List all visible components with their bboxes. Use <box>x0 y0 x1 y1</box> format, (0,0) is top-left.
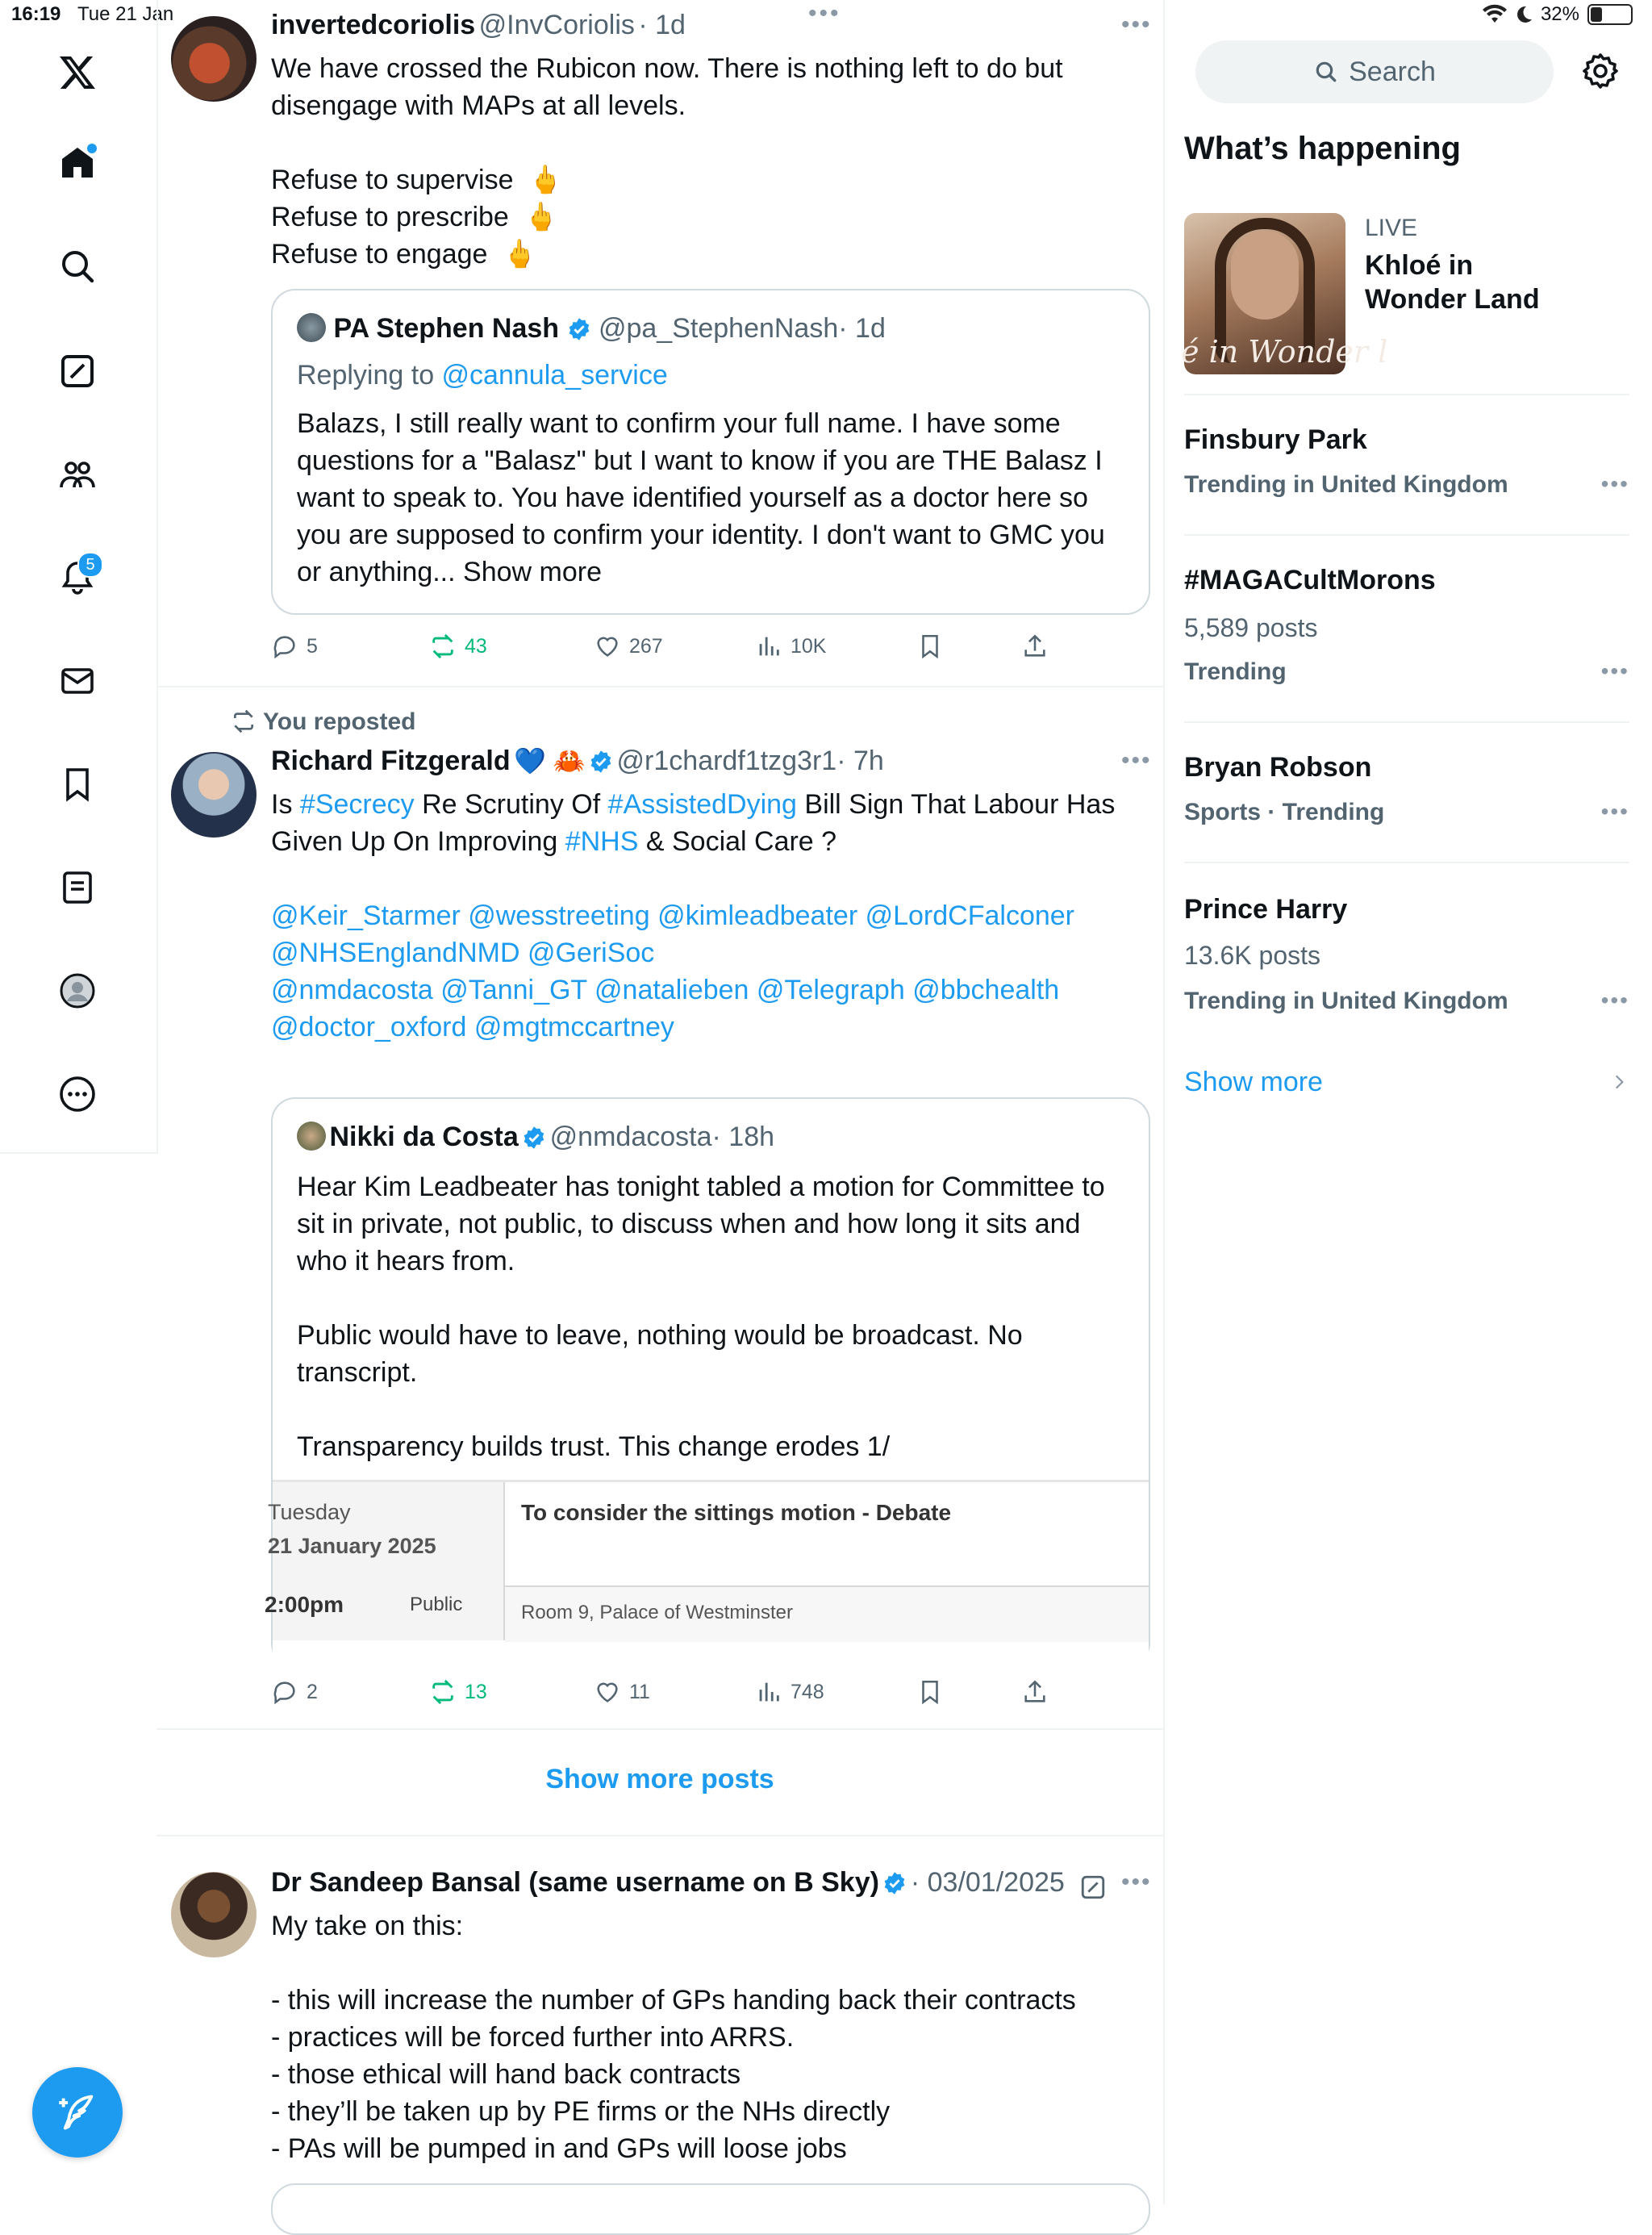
bookmark-icon <box>916 633 944 660</box>
live-event[interactable] <box>1181 211 1629 395</box>
settings-gear-icon[interactable] <box>1581 52 1620 94</box>
mentions-block[interactable]: @nmdacosta @Tanni_GT @natalieben @Telegraph @bbchealth @doctor_oxford @mgtmccartney <box>271 975 1067 1042</box>
author-name[interactable]: invertedcoriolis <box>271 10 476 40</box>
like-count: 11 <box>629 1680 650 1703</box>
repost-label: You reposted <box>263 708 416 735</box>
live-event-image <box>1181 213 1388 374</box>
post-time[interactable]: · 1d <box>638 10 686 40</box>
reply-count: 5 <box>307 634 318 658</box>
trend-meta: Sports · Trending <box>1184 799 1385 825</box>
trend-item[interactable] <box>1184 863 1629 1049</box>
trend-more-icon[interactable]: ••• <box>1600 799 1629 824</box>
views-button[interactable] <box>755 1678 824 1706</box>
grok-icon[interactable] <box>53 347 102 395</box>
chevron-right-icon <box>1608 1072 1629 1092</box>
heart-icon <box>594 1678 621 1706</box>
quote-time: · 1d <box>838 313 886 344</box>
like-button[interactable] <box>594 1678 650 1706</box>
quote-header <box>297 1122 774 1153</box>
post-text: We have crossed the Rubicon now. There is nothing left to do but disengage with MAPs at all levels. Refuse to supervise 🖕 Refuse to prescribe 🖕 Refuse to engage 🖕 <box>271 53 1063 269</box>
quote-handle: @nmdacosta <box>549 1122 712 1152</box>
grabber-dots[interactable]: ••• <box>808 0 841 27</box>
trend-title: Finsbury Park <box>1184 424 1367 455</box>
show-more-label: Show more <box>1184 1067 1323 1097</box>
table-access: Public <box>410 1594 463 1615</box>
quote-author: Nikki da Costa <box>329 1122 519 1152</box>
author-handle[interactable]: @InvCoriolis <box>478 10 635 40</box>
quote-media-table[interactable] <box>265 1480 1149 1668</box>
table-time: 2:00pm <box>265 1592 344 1617</box>
trend-more-icon[interactable]: ••• <box>1600 658 1629 683</box>
repost-indicator <box>231 708 415 736</box>
repost-button[interactable] <box>429 1678 487 1706</box>
verified-badge-icon <box>589 750 613 774</box>
notifications-bell-icon[interactable] <box>53 554 102 602</box>
repost-button[interactable] <box>429 633 487 660</box>
post-actions <box>271 633 1078 665</box>
quote-text <box>297 405 1128 591</box>
replying-to-handle[interactable]: @cannula_service <box>441 360 668 391</box>
trend-count: 13.6K posts <box>1184 941 1320 970</box>
author-handle[interactable]: @r1chardf1tzg3r1 <box>616 746 837 776</box>
verified-badge-icon <box>522 1126 546 1150</box>
post-time[interactable]: · 7h <box>836 746 884 776</box>
more-options-icon[interactable]: ••• <box>1121 747 1152 774</box>
more-circle-icon[interactable] <box>53 1070 102 1118</box>
hashtag-link[interactable]: #Secrecy <box>299 789 415 820</box>
reply-button[interactable] <box>271 633 318 660</box>
more-options-icon[interactable]: ••• <box>1121 11 1152 38</box>
trend-meta: Trending in United Kingdom <box>1184 988 1508 1014</box>
repost-icon <box>429 1678 457 1706</box>
trend-title: Bryan Robson <box>1184 752 1372 783</box>
post[interactable] <box>156 686 1163 1730</box>
repost-small-icon <box>231 708 257 734</box>
avatar[interactable] <box>171 16 257 102</box>
quoted-post[interactable] <box>271 289 1150 615</box>
search-icon <box>1313 59 1339 85</box>
notification-badge: 5 <box>77 552 103 578</box>
author-name[interactable]: Dr Sandeep Bansal (same username on B Sky) <box>271 1867 879 1898</box>
avatar[interactable] <box>171 1872 257 1957</box>
x-logo-icon[interactable] <box>53 48 102 97</box>
quoted-post[interactable] <box>265 1097 1150 1667</box>
quote-text: Hear Kim Leadbeater has tonight tabled a motion for Committee to sit in private, not public, to discuss when and how long it sits and who it hears from. Public would have to leave, nothing would be broadcast. No transcript. Transparency builds trust. This change erodes 1/ <box>297 1172 1105 1462</box>
post[interactable] <box>156 1835 1163 2204</box>
live-label: LIVE <box>1365 215 1418 241</box>
right-sidebar <box>1163 0 1652 2204</box>
reply-icon <box>271 633 298 660</box>
share-icon <box>1021 1678 1049 1706</box>
avatar[interactable] <box>171 752 257 838</box>
image-caption: é in Wonder l <box>1181 334 1388 370</box>
quote-author: PA Stephen Nash <box>333 313 560 344</box>
repost-count: 43 <box>465 634 487 658</box>
post-actions <box>271 1678 1078 1711</box>
trend-item[interactable] <box>1184 395 1629 536</box>
replying-to-line <box>297 360 668 391</box>
replying-prefix: Replying to <box>297 360 442 391</box>
post-header <box>271 10 686 41</box>
lists-icon[interactable] <box>53 863 102 912</box>
reply-icon <box>271 1678 298 1706</box>
view-count: 10K <box>791 634 827 658</box>
table-day: Tuesday <box>268 1500 351 1524</box>
share-icon <box>1021 633 1049 660</box>
share-button[interactable] <box>1021 1678 1049 1706</box>
views-button[interactable] <box>755 633 826 660</box>
repost-icon <box>429 633 457 660</box>
quote-handle: @pa_StephenNash <box>598 313 839 344</box>
show-more-link[interactable]: Show more <box>463 557 602 587</box>
compose-post-button[interactable] <box>32 2067 123 2158</box>
search-icon[interactable] <box>53 242 102 290</box>
like-count: 267 <box>629 634 663 658</box>
battery-percent: 32% <box>1540 3 1579 25</box>
whats-happening-heading: What’s happening <box>1184 131 1461 166</box>
home-unread-dot <box>87 144 97 153</box>
table-left-cell <box>265 1482 505 1640</box>
author-emojis: 💙 🦀 <box>514 746 586 775</box>
quoted-post-partial[interactable] <box>271 2183 1150 2235</box>
feather-plus-icon <box>56 2091 98 2133</box>
left-nav <box>0 0 158 1154</box>
home-icon[interactable] <box>53 139 102 187</box>
views-chart-icon <box>755 633 782 660</box>
grok-analyze-icon[interactable] <box>1079 1874 1107 1905</box>
like-button[interactable] <box>594 633 663 660</box>
post[interactable] <box>156 0 1163 687</box>
trend-meta: Trending <box>1184 658 1287 685</box>
reply-count: 2 <box>307 1680 318 1703</box>
live-title: Khloé in Wonder Land <box>1365 250 1540 315</box>
post-text <box>271 786 1142 860</box>
status-time: 16:19 <box>11 3 61 25</box>
post-time[interactable]: · 03/01/2025 <box>910 1867 1065 1898</box>
bookmark-button[interactable] <box>916 633 944 660</box>
author-name[interactable]: Richard Fitzgerald <box>271 746 511 776</box>
text-part: Bill Sign That Labour Has Given Up On Improving <box>271 789 1123 857</box>
table-title: To consider the sittings motion - Debate <box>521 1500 952 1525</box>
timeline <box>156 0 1165 2204</box>
post-header <box>271 746 884 777</box>
view-count: 748 <box>791 1680 824 1703</box>
hashtag-link[interactable]: #NHS <box>565 826 639 857</box>
trend-title: Prince Harry <box>1184 894 1348 925</box>
quote-header <box>297 313 886 345</box>
table-location: Room 9, Palace of Westminster <box>521 1602 794 1623</box>
trend-more-icon[interactable]: ••• <box>1600 471 1629 496</box>
post-text: My take on this: - this will increase the number of GPs handing back their contracts - practices will be forced further into ARRS. - those ethical will hand back contracts - they’ll be taken up by PE firms or the NHs directly - PAs will be pumped in and GPs will loose jobs <box>271 1911 1076 2164</box>
show-more-trends[interactable] <box>1184 1067 1629 1107</box>
show-more-posts-row <box>156 1728 1163 1836</box>
messages-icon[interactable] <box>53 657 102 705</box>
more-options-icon[interactable]: ••• <box>1121 1869 1152 1895</box>
verified-badge-icon <box>567 317 591 341</box>
trend-item[interactable] <box>1184 536 1629 723</box>
bookmark-icon <box>916 1678 944 1706</box>
table-date: 21 January 2025 <box>268 1534 436 1558</box>
bookmarks-icon[interactable] <box>53 760 102 808</box>
search-placeholder: Search <box>1349 56 1436 87</box>
text-part: Re Scrutiny Of <box>414 789 608 820</box>
trend-more-icon[interactable]: ••• <box>1600 988 1629 1013</box>
heart-icon <box>594 633 621 660</box>
quote-text-body: Balazs, I still really want to confirm your full name. I have some questions for a "Balasz" but I want to know if you are THE Balasz I want to speak to. You have identified yourself as a doctor here so you are supposed to confirm your identity. I don't want to GMC you or anything... <box>297 408 1113 587</box>
share-button[interactable] <box>1021 633 1049 660</box>
text-part: Is <box>271 789 300 820</box>
quote-avatar <box>297 313 326 342</box>
views-chart-icon <box>755 1678 782 1706</box>
mentions-block[interactable]: @Keir_Starmer @wesstreeting @kimleadbeater @LordCFalconer @NHSEnglandNMD @GeriSoc <box>271 900 1083 968</box>
status-date: Tue 21 Jan <box>77 3 174 25</box>
trend-item[interactable] <box>1184 723 1629 863</box>
trend-title: #MAGACultMorons <box>1184 565 1436 595</box>
show-more-posts-button[interactable]: Show more posts <box>545 1764 774 1794</box>
communities-icon[interactable] <box>53 450 102 499</box>
search-input[interactable] <box>1195 40 1554 103</box>
reply-button[interactable] <box>271 1678 318 1706</box>
table-location-cell <box>505 1585 1149 1642</box>
text-part: & Social Care ? <box>638 826 837 857</box>
verified-badge-icon <box>882 1871 907 1895</box>
quote-avatar <box>297 1122 326 1151</box>
bookmark-button[interactable] <box>916 1678 944 1706</box>
repost-count: 13 <box>465 1680 487 1703</box>
trend-meta: Trending in United Kingdom <box>1184 471 1508 498</box>
hashtag-link[interactable]: #AssistedDying <box>607 789 797 820</box>
post-header <box>271 1867 1065 1899</box>
profile-avatar-icon[interactable] <box>53 967 102 1015</box>
trend-count: 5,589 posts <box>1184 613 1318 642</box>
quote-time: · 18h <box>711 1122 775 1152</box>
